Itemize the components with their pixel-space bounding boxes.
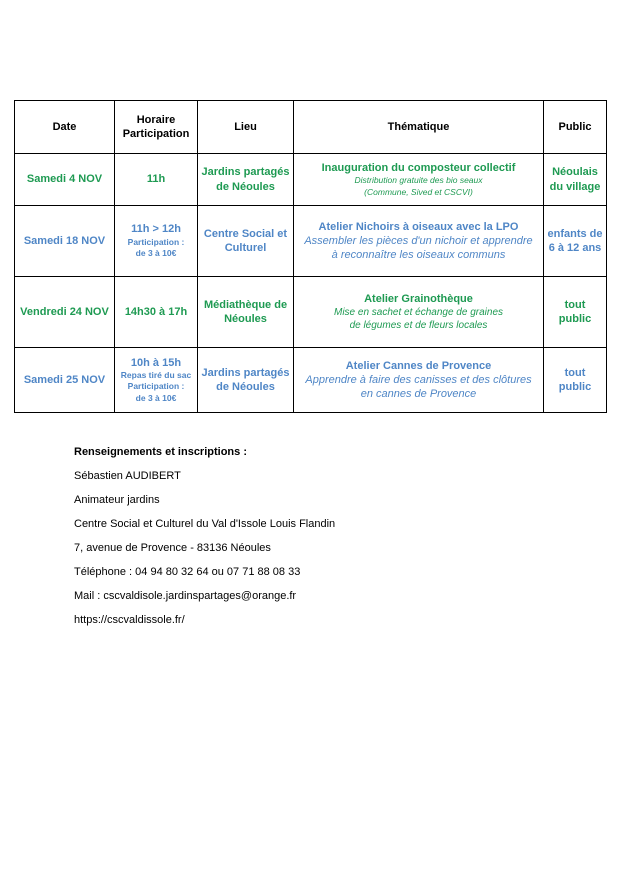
header-thematique: Thématique (294, 101, 544, 154)
contact-info (74, 445, 594, 637)
cell-lieu: Centre Social et Culturel (198, 206, 294, 277)
table-row (15, 277, 607, 348)
table-row (15, 206, 607, 277)
cell-date: Samedi 25 NOV (15, 348, 115, 413)
table-row (15, 154, 607, 206)
cell-date: Vendredi 24 NOV (15, 277, 115, 348)
theme-desc-line: Mise en sachet et échange de graines (334, 307, 503, 319)
theme-desc-line: Distribution gratuite des bio seaux (354, 175, 483, 186)
cell-public: enfants de 6 à 12 ans (544, 206, 607, 277)
cell-lieu: Médiathèque de Néoules (198, 277, 294, 348)
horaire-note: Participation : (127, 236, 185, 247)
contact-address: 7, avenue de Provence - 83136 Néoules (74, 542, 271, 554)
theme-desc-line: Assembler les pièces d'un nichoir et apprendre (304, 234, 533, 247)
header-horaire-sub: Participation (122, 128, 190, 140)
cell-horaire (115, 206, 198, 277)
header-public: Public (544, 101, 607, 154)
cell-public: Néoulais du village (544, 154, 607, 206)
cell-lieu: Jardins partagés de Néoules (198, 154, 294, 206)
theme-title: Atelier Cannes de Provence (345, 359, 492, 372)
theme-title: Atelier Nichoirs à oiseaux avec la LPO (318, 220, 519, 233)
cell-horaire (115, 277, 198, 348)
header-horaire-title: Horaire (136, 113, 176, 126)
horaire-note: Repas tiré du sac (120, 369, 192, 380)
contact-mail: Mail : cscvaldisole.jardinspartages@orange.fr (74, 590, 297, 602)
cell-thematique (294, 154, 544, 206)
contact-website-link[interactable]: https://cscvaldissole.fr/ (74, 614, 185, 626)
horaire-note: de 3 à 10€ (135, 392, 177, 403)
theme-desc-line: (Commune, Sived et CSCVI) (364, 186, 473, 197)
horaire-time: 11h > 12h (131, 223, 181, 236)
table-row (15, 348, 607, 413)
cell-thematique (294, 348, 544, 413)
cell-public: tout public (544, 348, 607, 413)
cell-horaire (115, 154, 198, 206)
table-header-row (15, 101, 607, 154)
horaire-note: de 3 à 10€ (135, 248, 177, 259)
horaire-time: 10h à 15h (130, 356, 182, 369)
cell-lieu: Jardins partagés de Néoules (198, 348, 294, 413)
cell-date: Samedi 18 NOV (15, 206, 115, 277)
header-date: Date (15, 101, 115, 154)
horaire-note: Participation : (127, 381, 185, 392)
header-lieu: Lieu (198, 101, 294, 154)
theme-desc-line: en cannes de Provence (360, 388, 477, 401)
cell-date: Samedi 4 NOV (15, 154, 115, 206)
theme-desc-line: Apprendre à faire des canisses et des clôtures (305, 373, 532, 386)
header-horaire (115, 101, 198, 154)
horaire-time: 14h30 à 17h (124, 305, 188, 318)
contact-organization: Centre Social et Culturel du Val d'Issole Louis Flandin (74, 518, 336, 530)
contact-heading: Renseignements et inscriptions : (74, 446, 247, 458)
theme-desc-line: de légumes et de fleurs locales (349, 320, 488, 332)
cell-thematique (294, 277, 544, 348)
cell-public: tout public (544, 277, 607, 348)
contact-role: Animateur jardins (74, 494, 160, 506)
theme-desc-line: à reconnaître les oiseaux communs (331, 249, 506, 262)
horaire-time: 11h (146, 173, 166, 186)
events-table (14, 100, 607, 413)
contact-phone: Téléphone : 04 94 80 32 64 ou 07 71 88 08 33 (74, 566, 301, 578)
theme-title: Atelier Grainothèque (364, 292, 473, 305)
contact-name: Sébastien AUDIBERT (74, 470, 181, 482)
theme-title: Inauguration du composteur collectif (321, 161, 516, 174)
cell-horaire (115, 348, 198, 413)
cell-thematique (294, 206, 544, 277)
